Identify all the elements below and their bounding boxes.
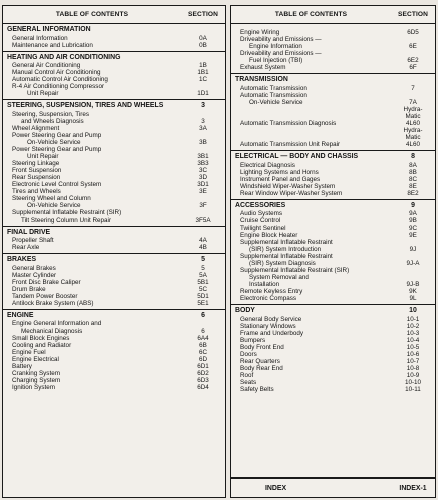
entry-title: Supplemental Inflatable Restraint (SIR) [12,209,122,217]
entry-title: Driveability and Emissions — [240,50,322,58]
entry-section-code: 9B [409,217,417,225]
toc-entry[interactable] [231,239,435,246]
toc-entry[interactable] [3,160,225,167]
toc-entry[interactable] [231,260,435,267]
entry-section-code: 7 [411,84,415,92]
toc-entry[interactable] [231,379,435,386]
entry-title: Front Suspension [12,167,62,175]
section-title: GENERAL INFORMATION [7,26,91,33]
toc-entry[interactable] [3,202,225,209]
toc-entry[interactable] [231,316,435,323]
entry-title: Maintenance and Lubrication [12,41,93,49]
toc-entry[interactable] [3,356,225,363]
toc-section-steering-suspension-tires-and-wheels [3,100,225,226]
toc-entry[interactable] [3,293,225,300]
entry-section-code: 4B [199,244,207,252]
toc-section-brakes [3,254,225,310]
entry-title: Safety Belts [240,386,274,394]
section-number: 8 [411,153,415,161]
entry-section-code: 6D [198,355,208,363]
entry-title: Remote Keyless Entry [240,287,303,295]
toc-entry[interactable] [231,85,435,92]
entry-section-code: 5C [198,285,208,293]
entry-title: (SIR) System Introduction [249,245,322,253]
entry-section-code: 10-10 [404,378,422,386]
section-title: HEATING AND AIR CONDITIONING [7,53,121,61]
toc-section-transmission [231,74,435,151]
header-title: TABLE OF CONTENTS [55,11,129,18]
entry-section-code: 3A [199,124,207,132]
entry-title: Rear Axle [12,244,40,252]
entry-section-code: 6D1 [197,362,209,370]
toc-entry[interactable] [3,349,225,356]
toc-section-electrical-body-and-chassis [231,151,435,200]
toc-entry[interactable] [3,139,225,146]
entry-section-code: 6D4 [197,383,209,391]
entry-section-code: 5D1 [197,292,209,300]
entry-title: Engine Information [249,43,302,51]
entry-title: General Body Service [240,315,302,323]
entry-title: Rear Quarters [240,357,280,365]
toc-entry[interactable] [231,57,435,64]
entry-title: Twilight Sentinel [240,224,286,232]
toc-entry[interactable] [231,183,435,190]
section-title: TRANSMISSION [235,76,288,84]
entry-title: Cranking System [12,369,60,377]
index-label: INDEX [265,484,287,492]
toc-entry[interactable] [231,162,435,169]
entry-section-code: 9A [409,210,417,218]
entry-title: Seats [240,378,257,386]
toc-entry[interactable] [231,43,435,50]
entry-title: Electronic Level Control System [12,181,102,189]
toc-entry[interactable] [231,36,435,43]
entry-title: General Information [12,34,68,42]
entry-title: Lighting Systems and Horns [240,168,319,176]
toc-entry[interactable] [3,125,225,132]
section-title: FINAL DRIVE [7,228,51,236]
toc-entry[interactable] [3,195,225,202]
entry-section-code: 10-6 [406,350,420,358]
entry-title: Automatic Transmission Diagnosis [240,120,337,128]
entry-title: Body Rear End [240,364,283,372]
toc-entry[interactable] [3,335,225,342]
section-number: 10 [409,307,417,315]
entry-section-code: 3 [201,117,205,125]
entry-title: Installation [249,280,280,288]
toc-entry[interactable] [231,246,435,253]
toc-entry[interactable] [231,253,435,260]
toc-header [231,6,435,24]
toc-section-heating-and-air-conditioning [3,52,225,101]
entry-title: R-4 Air Conditioning Compressor [12,83,105,91]
toc-entry[interactable] [231,127,435,148]
entry-section-code: 6B [199,341,207,349]
entry-title: Steering Linkage [12,160,60,168]
entry-section-code: 0A [199,34,207,42]
entry-section-code: 6E2 [407,57,419,65]
toc-entry[interactable] [231,99,435,106]
entry-title: Tires and Wheels [12,188,61,196]
entry-title: Stationary Windows [240,322,296,330]
entry-section-code: 3F5A [195,216,211,224]
entry-title: Ignition System [12,383,56,391]
entry-section-code: 3C [198,167,208,175]
toc-entry[interactable] [231,176,435,183]
toc-entry[interactable] [3,174,225,181]
entry-title: Power Steering Gear and Pump [12,146,102,154]
entry-title: Charging System [12,376,61,384]
entry-title: On-Vehicle Service [27,202,81,210]
entry-title: Driveability and Emissions — [240,36,322,44]
entry-title: Fuel Injection (TBI) [249,57,303,65]
entry-section-code: 3B [199,139,207,147]
toc-entry[interactable] [231,274,435,281]
entry-title: General Brakes [12,264,56,272]
entry-title: Supplemental Inflatable Restraint [240,238,333,246]
entry-section-code: 10-11 [405,386,421,394]
entry-title: Automatic Control Air Conditioning [12,76,108,84]
toc-section-final-drive [3,227,225,255]
entry-title: Supplemental Inflatable Restraint [240,252,333,260]
entry-title: Windshield Wiper-Washer System [240,182,336,190]
toc-entry[interactable] [3,279,225,286]
entry-section-code: 8E [409,182,417,190]
entry-title: Rear Suspension [12,174,61,182]
toc-entry[interactable] [3,181,225,188]
toc-entry[interactable] [3,370,225,377]
entry-section-code: 9C [408,224,418,232]
entry-section-code: 10-1 [406,315,420,323]
entry-title: Steering, Suspension, Tires [12,110,90,118]
entry-title: Electrical Diagnosis [240,161,295,169]
entry-section-code: 6D5 [407,29,419,36]
entry-title: Cruise Control [240,217,281,225]
toc-entry[interactable] [3,237,225,244]
toc-entry[interactable] [231,225,435,232]
toc-entry[interactable] [231,386,435,393]
entry-section-code: 8A [409,161,417,169]
entry-section-code: 5B1 [197,278,209,286]
toc-entry[interactable] [3,132,225,139]
index-code: INDEX-1 [399,484,427,492]
toc-section-general-information [3,24,225,52]
toc-entry[interactable] [3,118,225,125]
toc-entry[interactable] [3,90,225,97]
toc-entry[interactable] [231,210,435,217]
toc-entry[interactable] [3,377,225,384]
section-title: BODY [235,307,255,315]
toc-entry[interactable] [231,358,435,365]
section-number: 3 [201,102,205,110]
toc-entry[interactable] [231,106,435,127]
toc-header [3,6,225,24]
entry-section-code: 9K [409,287,417,295]
entry-title: Unit Repair [27,90,59,98]
entry-section-code: 10-4 [406,336,420,344]
entry-section-code: 6A4 [197,334,209,342]
entry-title: Battery [12,362,32,370]
entry-section-code: 4A [199,237,207,245]
entry-section-code: 3B1 [197,153,209,161]
toc-entry[interactable] [3,146,225,153]
toc-entry[interactable] [231,64,435,71]
entry-title: Tilt Steering Column Unit Repair [21,216,112,224]
entry-section-code: 1B [199,62,207,70]
entry-title: Mechanical Diagnosis [21,327,83,335]
toc-entry[interactable] [3,69,225,76]
entry-title: Small Block Engines [12,334,70,342]
toc-entry[interactable] [231,295,435,302]
entry-section-code: 3D [198,174,208,182]
toc-entry[interactable] [3,153,225,160]
toc-section-continued [231,24,435,74]
toc-entry[interactable] [3,188,225,195]
entry-section-code: 0B [199,41,207,49]
toc-entry[interactable] [3,62,225,69]
toc-right-column [230,5,436,498]
entry-title: Roof [240,371,254,379]
header-section: SECTION [187,11,218,18]
toc-entry[interactable] [3,300,225,307]
toc-entry[interactable] [3,265,225,272]
entry-section-code: 5E1 [197,299,209,307]
entry-title: Master Cylinder [12,271,57,279]
entry-section-code: 8E2 [407,189,419,197]
entry-title: Instrument Panel and Gages [240,175,321,183]
toc-section-accessories [231,200,435,305]
entry-section-code: 9L [409,295,417,302]
toc-section-body [231,305,435,478]
toc-entry[interactable] [231,267,435,274]
toc-entry[interactable] [231,217,435,224]
entry-section-code: 6E [409,43,417,51]
entry-section-code: 8C [408,175,418,183]
header-section: SECTION [397,11,428,18]
entry-section-code: 5 [201,264,205,272]
toc-entry[interactable] [3,272,225,279]
section-number: 9 [411,201,415,209]
toc-entry[interactable] [231,50,435,57]
toc-index-row[interactable] [231,478,435,497]
entry-section-code: 6C [198,348,208,356]
section-title: BRAKES [7,256,37,264]
toc-entry[interactable] [3,384,225,391]
entry-title: Exhaust System [240,64,286,72]
entry-section-code: 3E [199,188,207,196]
toc-entry[interactable] [231,323,435,330]
entry-title: and Wheels Diagnosis [21,117,84,125]
entry-title: Automatic Transmission [240,84,307,92]
entry-section-code: 3D1 [197,181,209,189]
toc-entry[interactable] [231,351,435,358]
section-title: ENGINE [7,311,34,319]
entry-section-code: 8B [409,168,417,176]
entry-title: Power Steering Gear and Pump [12,131,102,139]
entry-title: System Removal and [249,273,309,281]
entry-section-code: 6D2 [197,369,209,377]
entry-title: Steering Wheel and Column [12,195,91,203]
entry-title: Audio Systems [240,210,282,218]
toc-entry[interactable] [3,167,225,174]
toc-entry[interactable] [3,209,225,216]
entry-title: Engine Electrical [12,355,59,363]
toc-entry[interactable] [3,76,225,83]
entry-section-code: 10-2 [406,322,420,330]
toc-entry[interactable] [3,217,225,224]
section-number: 5 [201,256,205,264]
entry-title: On-Vehicle Service [249,98,303,106]
entry-section-code: 6F [409,64,417,72]
entry-section-code: 6 [201,327,205,335]
toc-entry[interactable] [3,363,225,370]
entry-title: Engine Wiring [240,29,280,36]
entry-title: Cooling and Radiator [12,341,72,349]
toc-entry[interactable] [231,232,435,239]
entry-title: Body Front End [240,343,284,351]
entry-section-code: 9J-B [406,280,420,288]
entry-title: Antilock Brake System (ABS) [12,299,94,307]
entry-title: Front Disc Brake Caliper [12,278,81,286]
section-title: STEERING, SUSPENSION, TIRES AND WHEELS [7,102,164,110]
entry-title: Propeller Shaft [12,237,54,245]
entry-title: Engine General Information and [12,320,102,328]
entry-section-code: 7A [409,98,417,106]
toc-left-column [2,5,226,498]
entry-section-code: 9J [409,245,417,253]
entry-section-code: 10-9 [406,371,420,379]
toc-entry[interactable] [231,337,435,344]
toc-entry[interactable] [231,288,435,295]
toc-entry[interactable] [231,169,435,176]
toc-entry[interactable] [3,244,225,251]
toc-entry[interactable] [231,365,435,372]
entry-title: Automatic Transmission [240,91,307,99]
entry-section-code: 9J-A [406,259,420,267]
entry-section-code: 10-7 [406,357,420,365]
section-title: ELECTRICAL — BODY AND CHASSIS [235,153,359,161]
toc-entry[interactable] [3,342,225,349]
entry-title: Doors [240,350,257,358]
entry-section-code: Hydra- Matic 4L60 [403,127,423,149]
toc-entry[interactable] [231,92,435,99]
entry-title: On-Vehicle Service [27,139,81,147]
section-title: ACCESSORIES [235,201,286,209]
toc-entry[interactable] [231,281,435,288]
entry-section-code: 3F [199,202,207,210]
header-title: TABLE OF CONTENTS [274,11,348,18]
entry-section-code: 5A [199,271,207,279]
toc-entry[interactable] [3,286,225,293]
toc-entry[interactable] [231,344,435,351]
entry-title: Tandem Power Booster [12,292,78,300]
entry-title: (SIR) System Diagnosis [249,259,316,267]
entry-title: Supplemental Inflatable Restraint (SIR) [240,266,350,274]
entry-section-code: 10-5 [406,343,420,351]
toc-entry[interactable] [3,83,225,90]
toc-section-engine [3,310,225,497]
toc-entry[interactable] [231,29,435,36]
toc-entry[interactable] [3,328,225,335]
entry-section-code: 6D3 [197,376,209,384]
toc-entry[interactable] [3,35,225,42]
entry-title: Automatic Transmission Unit Repair [240,141,341,149]
section-number: 6 [201,311,205,319]
entry-section-code: 10-8 [406,364,420,372]
entry-title: Drum Brake [12,285,46,293]
entry-section-code: 1D1 [197,90,209,98]
entry-title: Bumpers [240,336,266,344]
entry-section-code: 1B1 [197,69,209,77]
entry-title: Unit Repair [27,153,59,161]
toc-entry[interactable] [231,372,435,379]
entry-title: Electronic Compass [240,295,296,302]
toc-entry[interactable] [3,42,225,49]
entry-title: Frame and Underbody [240,329,304,337]
entry-section-code: 9E [409,231,417,239]
entry-section-code: 10-3 [406,329,420,337]
entry-title: Rear Window Wiper-Washer System [240,189,343,197]
entry-title: Engine Fuel [12,348,46,356]
toc-entry[interactable] [231,190,435,197]
toc-entry[interactable] [3,111,225,118]
entry-title: Manual Control Air Conditioning [12,69,101,77]
entry-title: Engine Block Heater [240,231,298,239]
entry-title: General Air Conditioning [12,62,81,70]
entry-section-code: 1C [198,76,208,84]
toc-entry[interactable] [231,330,435,337]
entry-section-code: Hydra- Matic 4L60 [403,105,423,128]
toc-entry[interactable] [3,320,225,327]
entry-section-code: 3B3 [197,160,209,168]
entry-title: Wheel Alignment [12,124,60,132]
